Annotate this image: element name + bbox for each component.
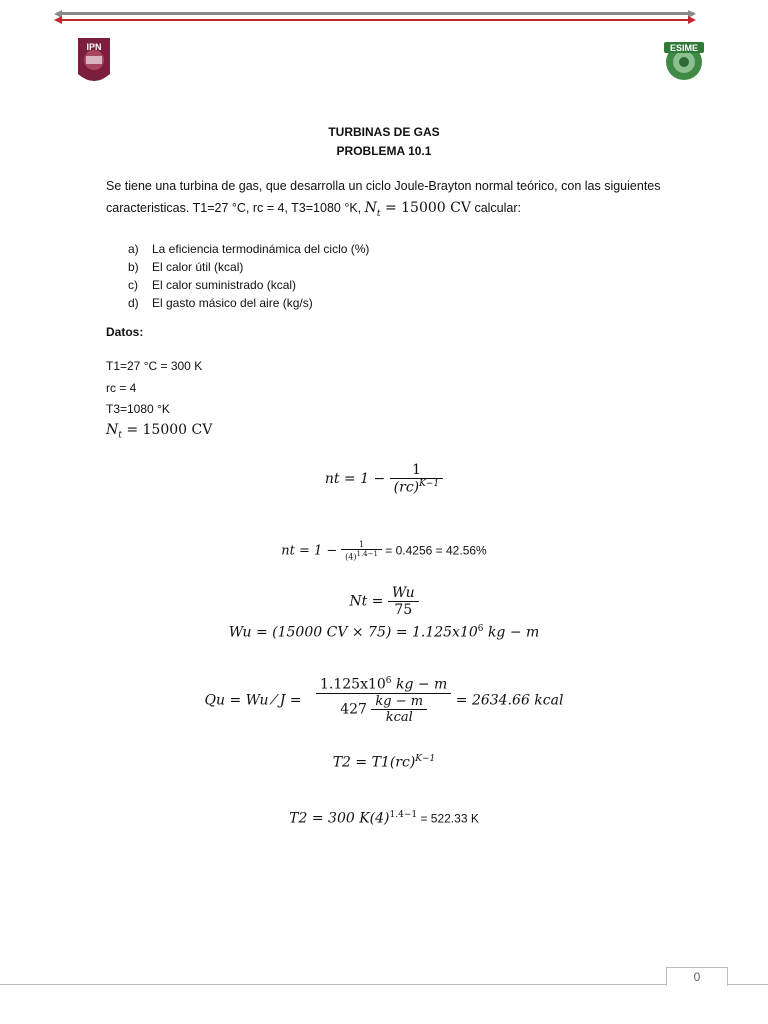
equation-useful-heat: Qu = Wu ⁄ J = $1.125x10^6$ kg − m 427 $\frac{kg - m}{\text{kcal}}$ = 2634.66 kcal [204, 676, 564, 725]
ipn-logo-text: IPN [86, 42, 102, 52]
rule-arrow-right-red [688, 16, 696, 24]
datos-item-nt: $N_t = 15000$ CV [106, 422, 213, 441]
equation-t2-formula: T2 = T1(rc)$^{K-1}$ [332, 754, 436, 771]
list-item: d) El gasto másico del aire (kg/s) [128, 296, 313, 310]
equation-useful-work: Wu = (15000 CV × $75) = 1.125x10^6$ kg − m [228, 624, 540, 641]
list-item: b) El calor útil (kcal) [128, 260, 244, 274]
equation-efficiency-formula: nt = 1 − $\frac{1}{(rc)^{K-1}}$ [0, 462, 768, 496]
intro-line-2-end: calcular: [470, 201, 521, 215]
intro-line-1: Se tiene una turbina de gas, que desarrolla un ciclo Joule-Brayton normal teórico, con las siguientes [106, 179, 661, 193]
doc-title: TURBINAS DE GAS [328, 125, 440, 139]
esime-logo-text: ESIME [669, 43, 699, 53]
ipn-logo [74, 36, 122, 88]
equation-efficiency-result: nt = 1 − $\frac{1}{(4)^{1.4-1}}$ = 0.4256 = 42.56% [281, 540, 487, 562]
nt-symbol: $N_t$ [364, 200, 381, 219]
list-item: a) La eficiencia termodinámica del ciclo (%) [128, 242, 370, 256]
nt-value: = 15000 CV [380, 200, 471, 216]
page-number: 0 [666, 967, 728, 986]
list-item: c) El calor suministrado (kcal) [128, 278, 297, 292]
header-rule-gray [58, 12, 694, 15]
equation-power: Nt = $\frac{Wu}{75}$ [0, 585, 768, 618]
datos-item-t1: T1=27 °C = 300 K [106, 359, 203, 373]
datos-item-rc: rc = 4 [106, 381, 137, 395]
footer-rule [0, 984, 768, 985]
intro-paragraph [106, 175, 666, 225]
questions-list [128, 240, 369, 312]
rule-arrow-left-red [54, 16, 62, 24]
intro-line-2 [106, 197, 666, 225]
problem-number: PROBLEMA 10.1 [336, 144, 432, 158]
header-rule-red [58, 19, 694, 21]
equation-t2-result: T2 = 300 $K(4)^{1.4-1} = 522.33$ K [289, 810, 479, 827]
datos-heading: Datos: [106, 325, 144, 339]
esime-logo [660, 36, 708, 88]
datos-item-t3: T3=1080 °K [106, 402, 170, 416]
intro-line-2-text: caracteristicas. T1=27 °C, rc = 4, T3=1080 °K, [106, 201, 362, 215]
